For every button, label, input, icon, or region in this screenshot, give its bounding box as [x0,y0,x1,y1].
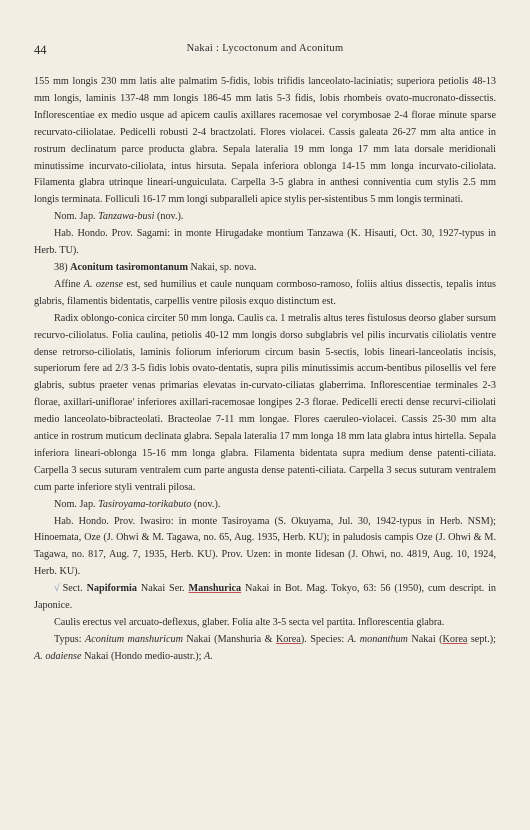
paragraph-description: Radix oblongo-conica circiter 50 mm longa. Caulis ca. 1 metralis altus teres fistulosus deorso glaber sursum recurvo-ciliolatus. Folia caulina, petiolis 40-12 mm longis dorso subglabris vel pilis incurvatis ciliolatis ventre dense retrorso-ciliolatis, laminis foliorum inferiorum circum basin 5-sectis, lobis lineari-lanceolatis incisis, superiorum fere ad 2/3 3-5 fidis lobis ovato-dentatis, supra pilis minutissimis accum-bentibus pilosellis vel fere glabris, subtus praeter venas primarias elevatas in-curvato-ciliatas glaberrima. Inflorescentiae terminales 2-3 florae, axillari-uniflorae' inferiores axillari-racemosae longipes 2-3 florae. Pedicelli erecti dense recurvi-ciliolati medio lanceolato-bibracteolati. Bracteolae 7-11 mm longae. Flores caeruleo-violacei. Cassis 25-30 mm alta antice in rostrum muticum declinata glabra. Sepala lateralia 17 mm longa 18 mm lata glabra intus hirtella. Sepala inferiora lineari-oblonga 15-16 mm longa glabra. Filamenta bidentata supra medium dense patenti-ciliata. Carpella 3 secus suturam ventralem cum parte angusta dense patenti-ciliata. Carpella 3 secus suturam ventralem cum parte inferiore styli ventrali pilosa. [34,312,496,493]
paragraph-typus: Typus: Aconitum manshuricum Nakai (Manshuria & Korea). Species: A. monanthum Nakai (Korea sept.); A. odaiense Nakai (Hondo medio-austr.); A. [34,633,497,662]
page-number: 44 [34,43,47,57]
page-header [34,43,496,59]
paragraph-affinity: Affine A. ozense est, sed humilius et caule nunquam cormboso-ramoso, foliis altius dissectis, tepalis intus glabris, filamentis bidentatis, carpellis ventre pilosis exquo distinctum est. [34,278,496,307]
paragraph-description-continued: 155 mm longis 230 mm latis alte palmatim 5-fidis, lobis trifidis lanceolato-laciniatis; superiora petiolis 48-13 mm longis, laminis 137-48 mm longis 186-45 mm latis 5-3 fidis, lobis rhombeis ovato-mucronato-dissectis. Inflorescentiae ex medio usque ad apicem caulis axillares racemosae vel corymbosae 2-4 florae minute sparse recurvato-ciliolatae. Pedicelli robusti 2-4 bractzolati. Flores violacei. Cassis galeata 26-27 mm alta antice in rostrum declinatum parce producta glabra. Sepala lateralia 19 mm longa 17 mm lata dorsale meridionali minutissime incurvato-ciliolata, intus hirsuta. Sepala inferiora oblonga 14-15 mm longa incurvato-ciliolata. Filamenta glabra utrinque lineari-unguiculata. Carpella 3-5 glabra in anthesi conniventia cum stylis 2.5 mm longis terminata. Folliculi 16-17 mm longi subparalleli apice stylis per-sistentibus 5 mm longis terminati. [34,76,496,206]
body-text [34,74,496,666]
paragraph-habitat-2: Hab. Hondo. Prov. Iwasiro: in monte Tasiroyama (S. Okuyama, Jul. 30, 1942-typus in Herb. NSM); Hinoemata, Oze (J. Ohwi & M. Tagawa, no. 65, Aug. 1935, Herb. KU); in paludosis campis Oze (J. Ohwi & M. Tagawa, no. 817, Aug. 7, 1935, Herb. KU). Prov. Uzen: in monte Iidesan (J. Ohwi, no. 4819, Aug. 10, 1924, Herb. KU). [34,515,496,578]
paragraph-habitat: Hab. Hondo. Prov. Sagami: in monte Hirugadake montium Tanzawa (K. Hisauti, Oct. 30, 1927-typus in Herb. TU). [34,228,496,257]
paragraph-section-description: Caulis erectus vel arcuato-deflexus, glaber. Folia alte 3-5 secta vel partita. Inflorescentia glabra. [54,617,445,628]
paragraph-japanese-name: Nom. Jap. Tanzawa-busi (nov.). [54,211,184,223]
species-heading: 38) Aconitum tasiromontanum Nakai, sp. nova. [54,261,257,273]
check-mark-icon: √ [54,583,60,595]
paragraph-japanese-name-2: Nom. Jap. Tasiroyama-torikabuto (nov.). [54,498,221,510]
section-heading: √ Sect. Napiformia Nakai Ser. Manshurica Nakai in Bot. Mag. Tokyo, 63: 56 (1950), cum descript. in Japonice. [34,583,497,612]
running-title: Nakai : Lycoctonum and Aconitum [186,43,344,54]
